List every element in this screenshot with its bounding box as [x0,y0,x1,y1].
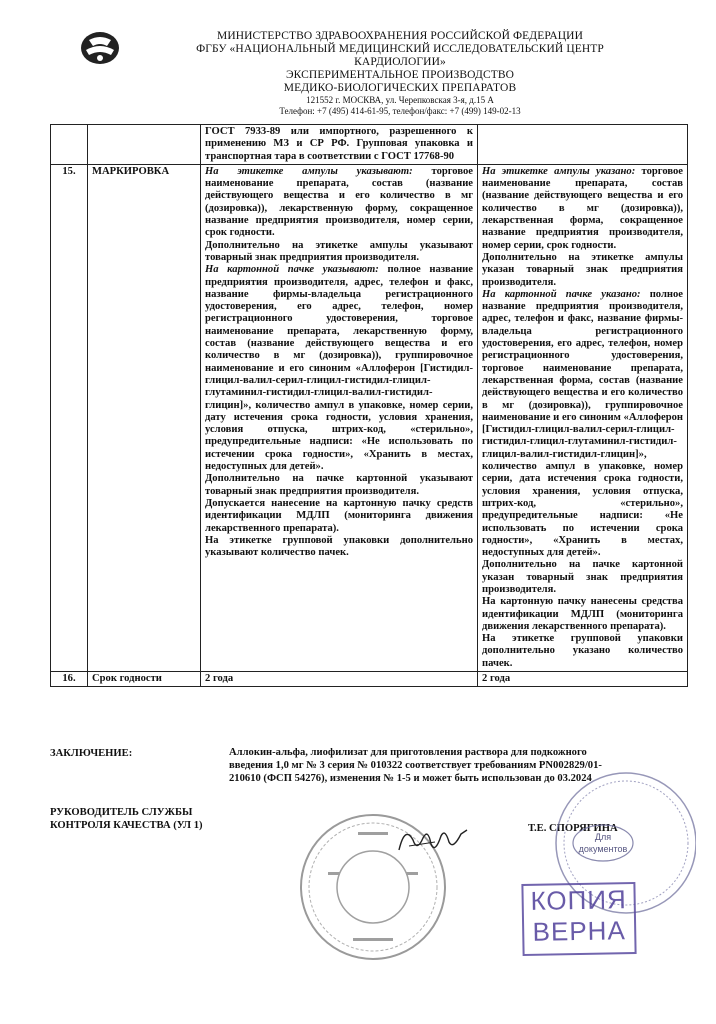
conclusion-text: Аллокин-альфа, лиофилизат для приготовления раствора для подкожного введения 1,0 мг № 3 серия № 010322 соответствует требованиям PN002829/01-210610 (ФСП 54276), изменения № 1-5 и может быть использован до 03.2024 [229,747,602,784]
table-row [51,672,688,687]
certified-copy-stamp [521,882,636,956]
stamp-text-line1: Для [594,832,612,842]
institution-name: ФГБУ «НАЦИОНАЛЬНЫЙ МЕДИЦИНСКИЙ ИССЛЕДОВАТЕЛЬСКИЙ ЦЕНТР КАРДИОЛОГИИ» [196,43,604,68]
letterhead [150,30,650,117]
result-cell: 2 года [478,672,688,687]
requirement-cell: 2 года [201,672,478,687]
ministry-name: МИНИСТЕРСТВО ЗДРАВООХРАНЕНИЯ РОССИЙСКОЙ ФЕДЕРАЦИИ [217,30,583,42]
stamp-text-line2: документов [578,844,628,854]
requirement-lead: На картонной пачке указывают: [205,264,379,276]
parameter-name: Срок годности [88,672,201,687]
result-cell [478,164,688,671]
result-text: торговое наименование препарата, состав (название действующего вещества и его количество в мг (дозировка)), лекарственная форма, сокращенное название предприятия производителя, номер серии, срок годности. [482,165,683,251]
table-row [51,125,688,165]
stamp-kopiya-line1: КОПИЯ [530,884,628,916]
organization-logo-icon [80,30,120,66]
signatory-title [50,806,203,832]
signatory-title-line2: КОНТРОЛЯ КАЧЕСТВА (УЛ 1) [50,820,203,831]
result-lead: На картонной пачке указано: [482,288,641,300]
requirement-text: Допускается нанесение на картонную пачку средств идентификации МДЛП (мониторинга движения лекарственного препарата). [205,497,473,534]
result-text: Дополнительно на пачке картонной указан товарный знак предприятия производителя. [482,559,683,595]
result-text: полное название предприятия производителя, адрес, телефон и факс, название фирмы-владельца регистрационного удостоверения, его адрес, телефон, номер регистрационного удостоверения, торговое наименование препарата, лекарственная форма, состав (название действующего вещества и его количество в мг (дозировка)), группировочное наименование и его синоним «Аллоферон [Гистидил-глицил-валил-серил-глицил-гистидил-глицил-глутаминил-гистидил-глицил-валил-гистидил-глицин]», количество ампул в упаковке, номер серии, дата истечения срока годности, условия хранения, условия отпуска, штрих-код, «стерильно», предупредительные надписи: «Не использовать по истечении срока годности», «Хранить в местах, недоступных для детей». [482,288,683,559]
signatory-title-line1: РУКОВОДИТЕЛЬ СЛУЖБЫ [50,807,193,818]
division-name-line2: МЕДИКО-БИОЛОГИЧЕСКИХ ПРЕПАРАТОВ [283,82,517,94]
result-text: На картонную пачку нанесены средства идентификации МДЛП (мониторинга движения лекарственного препарата). [482,596,683,632]
signature-icon [395,820,470,860]
packaging-continuation: ГОСТ 7933-89 или импортного, разрешенного к применению МЗ и СР РФ. Групповая упаковка и транспортная тара в соответствии с ГОСТ 17768-90 [201,125,478,165]
conclusion-label: ЗАКЛЮЧЕНИЕ: [50,748,133,759]
requirement-text: Дополнительно на этикетке ампулы указывают товарный знак предприятия производителя. [205,239,473,263]
row-number: 15. [51,164,88,671]
result-text: На этикетке групповой упаковки дополнительно указано количество пачек. [482,633,683,669]
quality-table [50,124,688,687]
requirement-text: торговое наименование препарата, состав (название действующего вещества и его количество в мг (дозировка)), лекарственную форму, сокращенное название предприятия производителя, номер серии, срок годности. [205,165,473,239]
division-name-line1: ЭКСПЕРИМЕНТАЛЬНОЕ ПРОИЗВОДСТВО [285,69,515,81]
result-lead: На этикетке ампулы указано: [482,165,636,177]
signatory-name: Т.Е. СПОРЯГИНА [528,823,618,834]
requirement-text: Дополнительно на пачке картонной указывают товарный знак предприятия производителя. [205,473,473,497]
requirement-cell [201,164,478,671]
row-number: 16. [51,672,88,687]
table-row [51,164,688,671]
address: 121552 г. МОСКВА, ул. Черепковская 3-я, д.15 А [306,95,494,105]
requirement-text: На этикетке групповой упаковки дополнительно указывают количество пачек. [205,534,473,559]
requirement-text: полное название предприятия производителя, адрес, телефон и факс, название фирмы-владельца регистрационного удостоверения, его адрес, телефон, номер регистрационного удостоверения, торговое наименование препарата, лекарственную форму, состав (название действующего вещества и его количество в мг (дозировка)), группировочное наименование и его синоним «Аллоферон [Гистидил-глицил-валил-серил-глицил-гистидил-глицил-глутаминил-гистидил-глицил-валил-гистидил-глицин]», количество ампул в упаковке, номер серии, дату истечения срока годности, условия хранения, условия отпуска, штрих-код, «стерильно», предупредительные надписи: «Не использовать по истечении срока годности», «Хранить в местах, недоступных для детей». [205,264,473,473]
requirement-lead: На этикетке ампулы указывают: [205,165,413,177]
result-text: Дополнительно на этикетке ампулы указан товарный знак предприятия производителя. [482,251,683,288]
parameter-name: МАРКИРОВКА [88,164,201,671]
stamp-kopiya-line2: ВЕРНА [532,915,627,947]
phones: Телефон: +7 (495) 414-61-95, телефон/факс: +7 (499) 149-02-13 [279,106,521,116]
